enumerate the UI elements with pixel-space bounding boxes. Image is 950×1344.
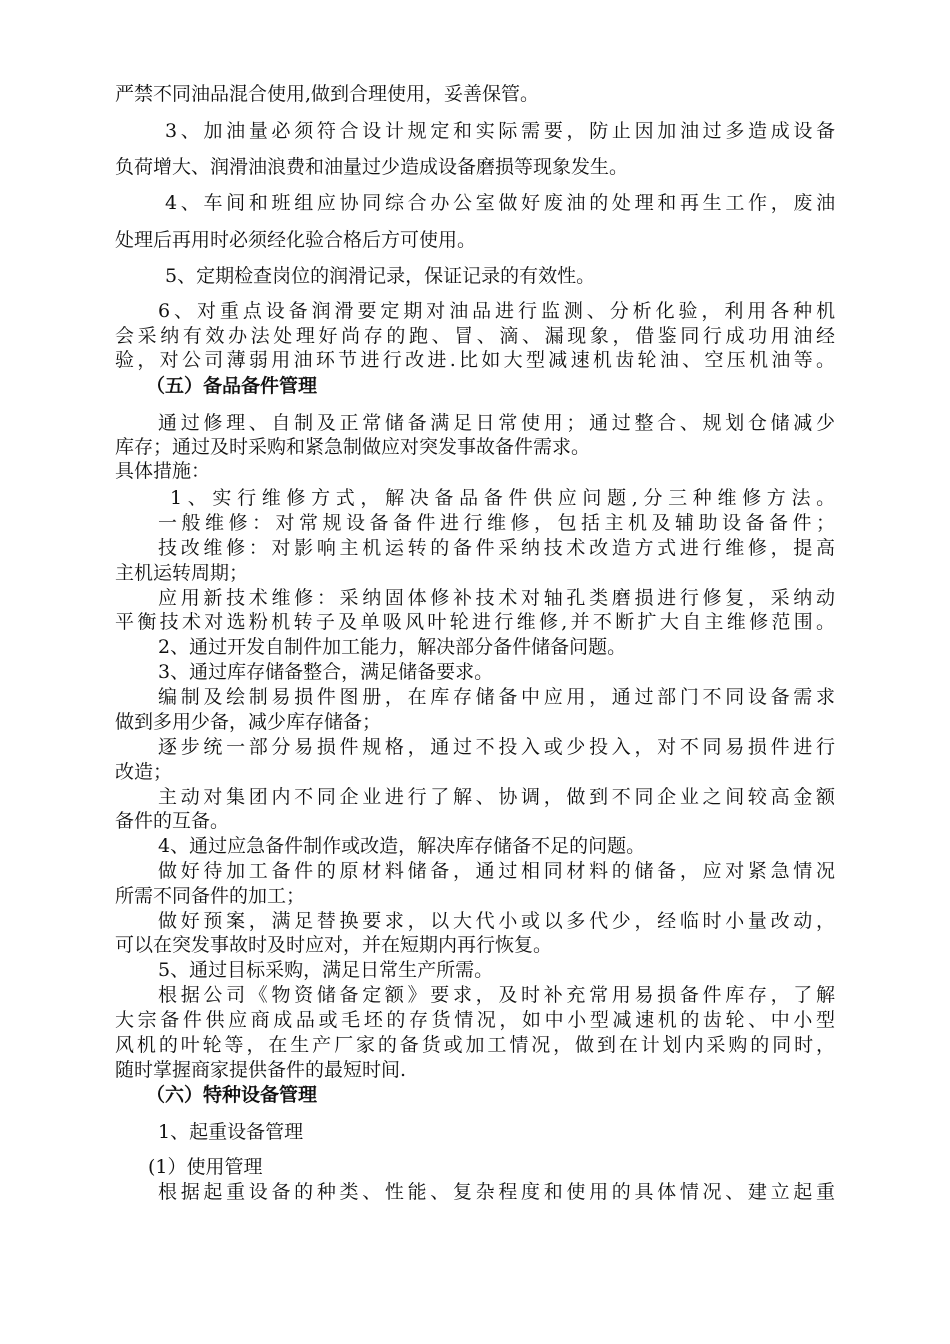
text-line: 4、车间和班组应协同综合办公室做好废油的处理和再生工作，废油 [165,192,839,214]
section-heading: （六）特种设备管理 [146,1084,318,1106]
text-line: 2、通过开发自制件加工能力，解决部分备件储备问题。 [158,636,627,658]
section-heading: （五）备品备件管理 [146,375,318,397]
text-line: 处理后再用时必须经化验合格后方可使用。 [115,229,477,251]
text-line: 编制及绘制易损件图册，在库存储备中应用，通过部门不同设备需求 [158,686,839,708]
text-line: 应用新技术维修：采纳固体修补技术对轴孔类磨损进行修复，采纳动 [158,587,839,609]
text-line: 4、通过应急备件制作或改造，解决库存储备不足的问题。 [158,835,646,857]
text-line: 5、通过目标采购，满足日常生产所需。 [158,959,494,981]
text-line: 根据公司《物资储备定额》要求，及时补充常用易损备件库存，了解 [158,984,839,1006]
text-line: 随时掌握商家提供备件的最短时间. [115,1059,407,1081]
text-line: 1、实行维修方式，解决备品备件供应问题,分三种维修方法。 [170,487,841,509]
text-line: 严禁不同油品混合使用,做到合理使用，妥善保管。 [115,83,540,105]
text-line: 通过修理、自制及正常储备满足日常使用；通过整合、规划仓储减少 [158,412,839,434]
text-line: (1）使用管理 [148,1156,263,1178]
text-line: 所需不同备件的加工； [115,885,306,907]
text-line: 做到多用少备，减少库存储备； [115,711,382,733]
text-line: 平衡技术对选粉机转子及单吸风叶轮进行维修,并不断扩大自主维修范围。 [115,611,839,633]
text-line: 技改维修：对影响主机运转的备件采纳技术改造方式进行维修，提高 [158,537,839,559]
text-line: 负荷增大、润滑油浪费和油量过少造成设备磨损等现象发生。 [115,156,629,178]
text-line: 验，对公司薄弱用油环节进行改进.比如大型减速机齿轮油、空压机油等。 [115,349,839,371]
text-line: 库存；通过及时采购和紧急制做应对突发事故备件需求。 [115,436,591,458]
text-line: 大宗备件供应商成品或毛坯的存货情况，如中小型减速机的齿轮、中小型 [115,1009,839,1031]
text-line: 根据起重设备的种类、性能、复杂程度和使用的具体情况、建立起重 [158,1181,839,1203]
text-line: 改造； [115,761,173,783]
text-line: 做好预案，满足替换要求，以大代小或以多代少，经临时小量改动， [158,910,839,932]
text-line: 5、定期检查岗位的润滑记录，保证记录的有效性。 [165,265,596,287]
text-line: 备件的互备。 [115,810,230,832]
text-line: 可以在突发事故时及时应对，并在短期内再行恢复。 [115,934,553,956]
text-line: 主动对集团内不同企业进行了解、协调，做到不同企业之间较高金额 [158,786,839,808]
text-line: 6、对重点设备润滑要定期对油品进行监测、分析化验，利用各种机 [158,300,840,322]
text-line: 主机运转周期； [115,562,249,584]
text-line: 风机的叶轮等，在生产厂家的备货或加工情况，做到在计划内采购的同时， [115,1034,838,1056]
text-line: 一般维修：对常规设备备件进行维修，包括主机及辅助设备备件； [158,512,840,534]
text-line: 逐步统一部分易损件规格，通过不投入或少投入，对不同易损件进行 [158,736,839,758]
text-line: 具体措施： [115,460,211,482]
text-line: 做好待加工备件的原材料储备，通过相同材料的储备，应对紧急情况 [158,860,839,882]
text-line: 3、通过库存储备整合，满足储备要求。 [158,661,494,683]
text-line: 3、加油量必须符合设计规定和实际需要，防止因加油过多造成设备 [165,120,839,142]
text-line: 会采纳有效办法处理好尚存的跑、冒、滴、漏现象，借鉴同行成功用油经 [115,325,839,347]
text-line: 1、起重设备管理 [158,1121,304,1143]
